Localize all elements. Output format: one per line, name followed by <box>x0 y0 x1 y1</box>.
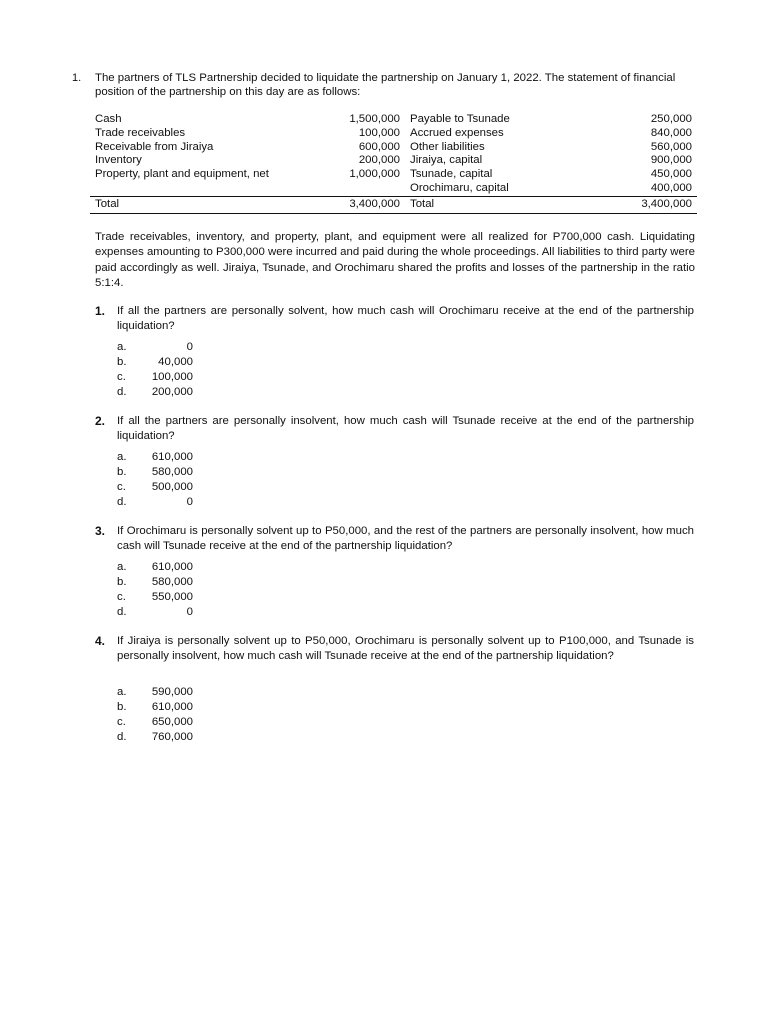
total-label: Total <box>90 196 325 213</box>
option-value: 610,000 <box>151 451 193 463</box>
option-letter: c. <box>117 371 126 383</box>
liability-equity-amount: 250,000 <box>650 113 692 125</box>
option-letter: a. <box>117 561 127 573</box>
option-letter: b. <box>117 466 127 478</box>
table-row <box>90 182 697 196</box>
option-letter: a. <box>117 686 127 698</box>
option-value: 590,000 <box>151 686 193 698</box>
total-liabilities-equity: 3,400,000 <box>575 196 697 213</box>
question-text: If Orochimaru is personally solvent up to P50,000, and the rest of the partners are personally insolvent, how much cash will Tsunade receive at the end of the partnership liquidation? <box>117 525 694 552</box>
answer-option[interactable] <box>117 685 317 700</box>
answer-option[interactable] <box>117 715 317 730</box>
answer-option[interactable] <box>117 575 317 590</box>
question-text: If all the partners are personally insolvent, how much cash will Tsunade receive at the end of the partnership liquidation? <box>117 415 694 442</box>
question-text: If all the partners are personally solvent, how much cash will Orochimaru receive at the end of the partnership liquidation? <box>117 305 694 332</box>
answer-option[interactable] <box>117 340 317 355</box>
asset-amount: 1,500,000 <box>349 113 400 125</box>
table-row <box>90 113 697 127</box>
liability-equity-label: Other liabilities <box>410 140 485 153</box>
table-row <box>90 168 697 182</box>
total-label: Total <box>405 196 575 213</box>
answer-option[interactable] <box>117 385 317 400</box>
option-value: 500,000 <box>151 481 193 493</box>
answer-option[interactable] <box>117 355 317 370</box>
table-row <box>90 154 697 168</box>
asset-label: Cash <box>95 113 122 125</box>
liability-equity-amount: 900,000 <box>650 154 692 167</box>
asset-amount <box>325 182 405 196</box>
option-value: 610,000 <box>151 561 193 573</box>
option-letter: a. <box>117 451 127 463</box>
option-value: 760,000 <box>151 731 193 743</box>
option-letter: c. <box>117 716 126 728</box>
answer-option[interactable] <box>117 465 317 480</box>
answer-option[interactable] <box>117 730 317 745</box>
liability-equity-label: Payable to Tsunade <box>410 113 510 125</box>
problem-paragraph: Trade receivables, inventory, and property, plant, and equipment were all realized for P700,000 cash. Liquidating expenses amounting to P300,000 were incurred and paid during the whole proceedings. All liabilities to third party were paid accordingly as well. Jiraiya, Tsunade, and Orochimaru shared the profits and losses of the partnership in the ratio 5:1:4. <box>95 231 695 290</box>
question-text: If Jiraiya is personally solvent up to P50,000, Orochimaru is personally solvent up to P100,000, and Tsunade is personally insolvent, how much cash will Tsunade receive at the end of the partnership liquidation? <box>117 635 694 662</box>
asset-amount: 1,000,000 <box>349 168 400 181</box>
option-letter: c. <box>117 591 126 603</box>
answer-option[interactable] <box>117 480 317 495</box>
statement-of-financial-position <box>90 113 697 214</box>
answer-options <box>117 560 317 620</box>
option-letter: b. <box>117 576 127 588</box>
option-letter: d. <box>117 731 127 743</box>
option-letter: c. <box>117 481 126 493</box>
option-letter: d. <box>117 386 127 398</box>
liability-equity-amount: 840,000 <box>650 126 692 139</box>
liability-equity-amount: 400,000 <box>650 181 692 194</box>
answer-option[interactable] <box>117 370 317 385</box>
option-letter: d. <box>117 496 127 508</box>
option-value: 0 <box>186 606 193 618</box>
table-row <box>90 141 697 155</box>
asset-label <box>90 182 325 196</box>
table-row <box>90 127 697 141</box>
answer-option[interactable] <box>117 495 317 510</box>
answer-options <box>117 340 317 400</box>
asset-amount: 100,000 <box>358 126 400 139</box>
answer-option[interactable] <box>117 450 317 465</box>
option-value: 40,000 <box>158 356 193 368</box>
liability-equity-amount: 560,000 <box>650 140 692 153</box>
question-number: 1. <box>95 304 106 318</box>
option-value: 0 <box>186 341 193 353</box>
problem-intro-text: The partners of TLS Partnership decided to liquidate the partnership on January 1, 2022. The statement of financial position of the partnership on this day are as follows: <box>95 72 676 98</box>
liability-equity-label: Accrued expenses <box>410 126 504 139</box>
asset-amount: 600,000 <box>358 140 400 153</box>
option-value: 200,000 <box>151 386 193 398</box>
question-number: 3. <box>95 524 106 538</box>
asset-label: Property, plant and equipment, net <box>95 168 269 181</box>
total-row <box>90 196 697 213</box>
question-number: 4. <box>95 634 106 648</box>
option-value: 550,000 <box>151 591 193 603</box>
option-value: 580,000 <box>151 466 193 478</box>
answer-options <box>117 450 317 510</box>
asset-label: Receivable from Jiraiya <box>95 140 214 153</box>
total-assets: 3,400,000 <box>325 196 405 213</box>
option-value: 0 <box>186 496 193 508</box>
question-number: 2. <box>95 414 106 428</box>
liability-equity-amount: 450,000 <box>650 168 692 181</box>
liability-equity-label: Jiraiya, capital <box>410 154 483 167</box>
option-letter: b. <box>117 701 127 713</box>
option-letter: b. <box>117 356 127 368</box>
liability-equity-label: Orochimaru, capital <box>410 181 509 194</box>
liability-equity-label: Tsunade, capital <box>410 168 493 181</box>
option-value: 610,000 <box>151 701 193 713</box>
answer-options <box>117 685 317 745</box>
answer-option[interactable] <box>117 560 317 575</box>
option-value: 650,000 <box>151 716 193 728</box>
option-value: 580,000 <box>151 576 193 588</box>
asset-label: Trade receivables <box>95 126 186 139</box>
answer-option[interactable] <box>117 605 317 620</box>
option-letter: d. <box>117 606 127 618</box>
answer-option[interactable] <box>117 590 317 605</box>
answer-option[interactable] <box>117 700 317 715</box>
problem-number: 1. <box>72 72 82 84</box>
option-value: 100,000 <box>151 371 193 383</box>
asset-amount: 200,000 <box>358 154 400 167</box>
option-letter: a. <box>117 341 127 353</box>
asset-label: Inventory <box>95 154 142 167</box>
